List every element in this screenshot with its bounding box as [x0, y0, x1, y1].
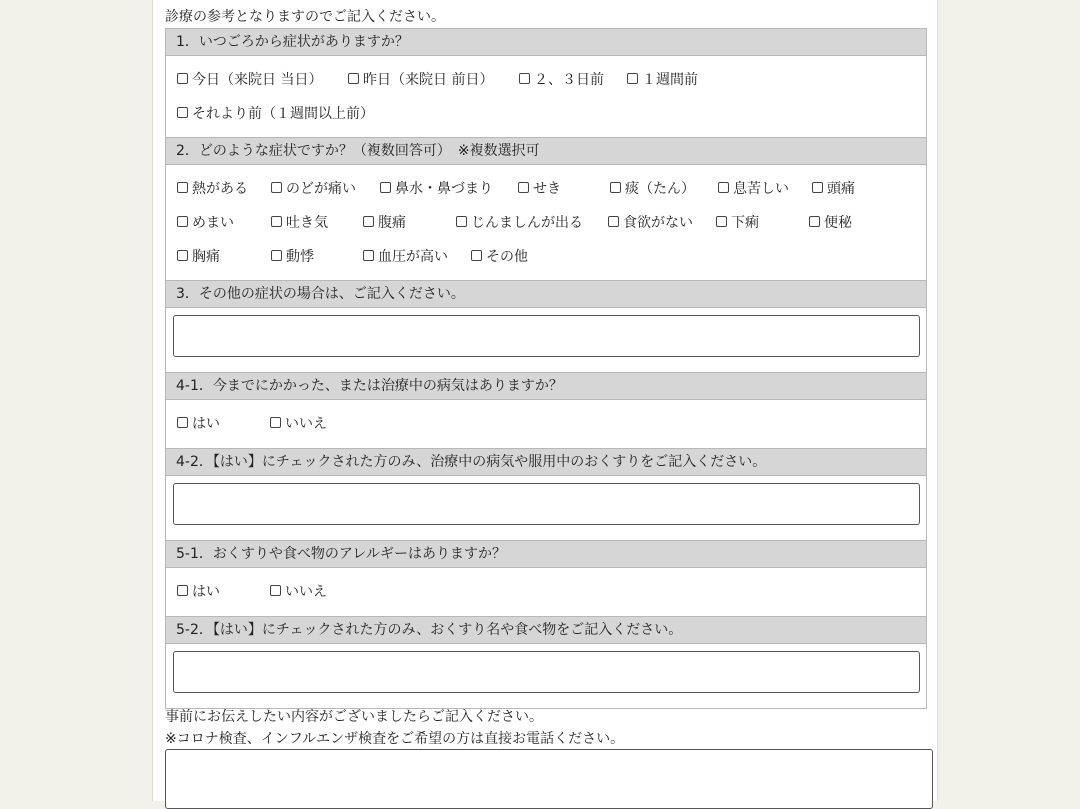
- q2-option-short-breath[interactable]: [718, 172, 789, 206]
- checkbox[interactable]: [608, 216, 619, 227]
- q4-2-body: [166, 483, 926, 541]
- option-label: 今日（来院日 当日）: [192, 72, 323, 88]
- q2-option-hives[interactable]: [456, 206, 583, 240]
- q2-option-chest-pain[interactable]: [177, 240, 220, 274]
- option-label: いいえ: [285, 416, 327, 432]
- checkbox[interactable]: [519, 73, 530, 84]
- option-label: 熱がある: [192, 181, 248, 197]
- q4-1-option-no[interactable]: [270, 407, 327, 441]
- checkbox[interactable]: [610, 182, 621, 193]
- checkbox[interactable]: [718, 182, 729, 193]
- q2-option-runny-nose[interactable]: [380, 172, 493, 206]
- checkbox[interactable]: [812, 182, 823, 193]
- checkbox[interactable]: [348, 73, 359, 84]
- option-label: 便秘: [824, 215, 852, 231]
- checkbox[interactable]: [177, 73, 188, 84]
- option-label: いいえ: [285, 584, 327, 600]
- option-label: 痰（たん）: [625, 181, 695, 197]
- option-label: 鼻水・鼻づまり: [395, 181, 493, 197]
- option-label: それより前（１週間以上前）: [192, 106, 374, 122]
- q5-2-body: [166, 651, 926, 708]
- q1-heading: 1．いつごろから症状がありますか？: [166, 29, 926, 56]
- checkbox[interactable]: [471, 250, 482, 261]
- q2-option-cough[interactable]: [518, 172, 561, 206]
- option-label: めまい: [192, 215, 234, 231]
- option-label: はい: [192, 416, 220, 432]
- checkbox[interactable]: [177, 182, 188, 193]
- q2-option-stomachache[interactable]: [363, 206, 406, 240]
- q5-2-allergy-input[interactable]: [173, 651, 920, 693]
- checkbox[interactable]: [627, 73, 638, 84]
- q3-other-symptoms-input[interactable]: [173, 315, 920, 357]
- option-label: 昨日（来院日 前日）: [363, 72, 494, 88]
- option-label: 動悸: [286, 249, 314, 265]
- notes-line-1: 事前にお伝えしたい内容がございましたらご記入ください。: [165, 709, 543, 725]
- option-label: １週間前: [642, 72, 698, 88]
- q2-option-headache[interactable]: [812, 172, 855, 206]
- option-label: 胸痛: [192, 249, 220, 265]
- option-label: 血圧が高い: [378, 249, 448, 265]
- q5-1-option-yes[interactable]: [177, 575, 220, 609]
- q5-1-options: [166, 568, 926, 617]
- q4-2-heading: 4-2．【はい】にチェックされた方のみ、治療中の病気や服用中のおくすりをご記入ください。: [166, 449, 926, 476]
- intro-text: 診療の参考となりますのでご記入ください。: [165, 9, 445, 25]
- q2-options: [166, 165, 926, 281]
- q1-option-1-week[interactable]: [627, 63, 698, 97]
- checkbox[interactable]: [177, 107, 188, 118]
- option-label: ２、３日前: [534, 72, 604, 88]
- q1-option-2-3-days[interactable]: [519, 63, 604, 97]
- checkbox[interactable]: [456, 216, 467, 227]
- q5-2-heading: 5-2．【はい】にチェックされた方のみ、おくすり名や食べ物をご記入ください。: [166, 617, 926, 644]
- option-label: 息苦しい: [733, 181, 789, 197]
- q1-option-yesterday[interactable]: [348, 63, 493, 97]
- option-label: じんましんが出る: [471, 215, 583, 231]
- form-page: [152, 0, 938, 801]
- q2-option-dizziness[interactable]: [177, 206, 234, 240]
- checkbox[interactable]: [518, 182, 529, 193]
- q2-heading: 2．どのような症状ですか？（複数回答可） ※複数選択可: [166, 138, 926, 165]
- q4-1-option-yes[interactable]: [177, 407, 220, 441]
- checkbox[interactable]: [271, 250, 282, 261]
- option-label: 頭痛: [827, 181, 855, 197]
- q2-option-fever[interactable]: [177, 172, 248, 206]
- q3-body: [166, 315, 926, 373]
- q5-1-heading: 5-1．おくすりや食べ物のアレルギーはありますか？: [166, 541, 926, 568]
- checkbox[interactable]: [271, 182, 282, 193]
- q2-option-constipation[interactable]: [809, 206, 852, 240]
- option-label: 腹痛: [378, 215, 406, 231]
- option-label: 食欲がない: [623, 215, 693, 231]
- checkbox[interactable]: [177, 585, 188, 596]
- checkbox[interactable]: [271, 216, 282, 227]
- q2-option-diarrhea[interactable]: [716, 206, 759, 240]
- q2-option-high-bp[interactable]: [363, 240, 448, 274]
- checkbox[interactable]: [270, 585, 281, 596]
- questionnaire-table: [165, 28, 927, 709]
- checkbox[interactable]: [177, 216, 188, 227]
- q1-option-today[interactable]: [177, 63, 322, 97]
- q1-options: [166, 56, 926, 138]
- q4-2-medication-input[interactable]: [173, 483, 920, 525]
- option-label: 吐き気: [286, 215, 328, 231]
- notes-text: [165, 706, 624, 750]
- checkbox[interactable]: [716, 216, 727, 227]
- q2-option-other[interactable]: [471, 240, 528, 274]
- notes-line-2: ※コロナ検査、インフルエンザ検査をご希望の方は直接お電話ください。: [165, 731, 625, 747]
- option-label: 下痢: [731, 215, 759, 231]
- q2-option-sore-throat[interactable]: [271, 172, 356, 206]
- q2-option-no-appetite[interactable]: [608, 206, 693, 240]
- checkbox[interactable]: [809, 216, 820, 227]
- q4-1-options: [166, 400, 926, 449]
- option-label: はい: [192, 584, 220, 600]
- notes-textarea[interactable]: [165, 749, 933, 809]
- option-label: せき: [533, 181, 561, 197]
- checkbox[interactable]: [270, 417, 281, 428]
- checkbox[interactable]: [363, 250, 374, 261]
- q3-heading: 3．その他の症状の場合は、ご記入ください。: [166, 281, 926, 308]
- checkbox[interactable]: [380, 182, 391, 193]
- option-label: のどが痛い: [286, 181, 356, 197]
- checkbox[interactable]: [177, 250, 188, 261]
- checkbox[interactable]: [177, 417, 188, 428]
- option-label: その他: [486, 249, 528, 265]
- q5-1-option-no[interactable]: [270, 575, 327, 609]
- q4-1-heading: 4-1．今までにかかった、または治療中の病気はありますか？: [166, 373, 926, 400]
- q2-option-nausea[interactable]: [271, 206, 328, 240]
- q1-option-earlier[interactable]: [177, 97, 374, 131]
- q2-option-palpitations[interactable]: [271, 240, 314, 274]
- checkbox[interactable]: [363, 216, 374, 227]
- q2-option-phlegm[interactable]: [610, 172, 695, 206]
